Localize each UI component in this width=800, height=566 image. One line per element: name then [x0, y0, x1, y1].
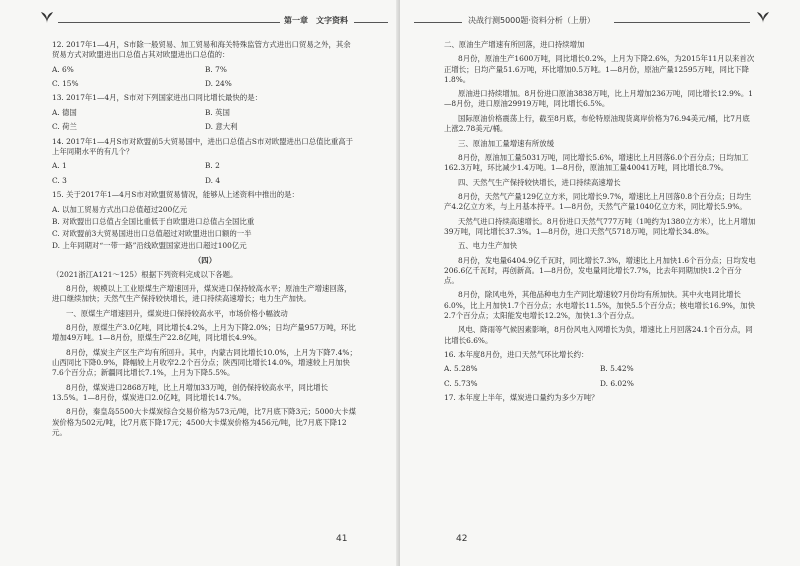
right-content [444, 40, 756, 408]
question-16-options-row [444, 364, 756, 374]
paragraph: 风电、降雨等气候因素影响，8月份风电入网增长为负，增速比上月回落24.1个百分点，同比增长6.6%。 [444, 325, 753, 345]
section-number: （四） [193, 255, 217, 265]
subheading: 五、电力生产加快 [458, 241, 518, 251]
question-14-stem: 14. 2017年1—4月S市对欧盟前5大贸易国中，进出口总值占S市对欧盟进出口总值比重高于上年同期水平的有几个？ [52, 136, 354, 156]
subheading: 四、天然气生产保持较快增长，进口持续高速增长 [458, 177, 621, 187]
option-d: D. 意大利 [205, 122, 238, 132]
question-16-stem: 16. 本年度8月份，进口天然气环比增长约： [444, 349, 589, 359]
option-d: D. 24% [205, 79, 232, 89]
question-13-options-row [52, 108, 358, 118]
question-13-stem: 13. 2017年1—4月，S市对下列国家进出口同比增长最快的是： [52, 93, 262, 103]
option-b: B. 2 [205, 161, 220, 171]
option-b: B. 7% [205, 64, 227, 74]
paragraph: 国际原油价格震荡上行，截至8月底，布伦特原油现货离岸价格为76.94美元/桶，比7月底上涨2.78美元/桶。 [444, 113, 750, 134]
right-page [400, 0, 800, 566]
header-rule [614, 22, 750, 23]
left-content [52, 40, 358, 442]
paragraph: 8月份，天然气产量129亿立方米，同比增长9.7%，增速比上月回落0.8个百分点；日均生产4.2亿立方米，与上月基本持平。1—8月份，天然气产量1040亿立方米，同比增长5.9%。 [444, 191, 752, 212]
option-b: B. 5.42% [600, 364, 634, 374]
book-title: 决战行测5000题·资料分析（上册） [468, 16, 595, 25]
paragraph: 原油进口持续增加。8月份进口原油3838万吨，比上月增加236万吨，同比增长12.9%。1—8月份，进口原油29919万吨，同比增长6.5%。 [444, 89, 753, 109]
header-rule [414, 22, 462, 23]
option-d: D. 4 [205, 175, 221, 185]
question-17-stem: 17. 本年度上半年，煤炭进口量约为多少万吨？ [444, 393, 599, 403]
paragraph: 天然气进口持续高速增长。8月份进口天然气777万吨（1吨约为1380立方米），比上月增加39万吨，同比增长37.3%。1—8月份，进口天然气5718万吨，同比增长34.8%。 [444, 216, 756, 236]
option-a: A. 6% [52, 64, 74, 74]
option-b: B. 对欧盟出口总值占全国比重低于自欧盟进口总值占全国比重 [52, 216, 255, 226]
paragraph: 8月份，原油生产1600万吨，同比增长0.2%，上月为下降2.6%，为2015年11月以来首次正增长；日均产量51.6万吨，环比增加0.5万吨。1—8月份，原油产量12595万吨，同比下降1.8%。 [444, 54, 755, 84]
option-a: A. 德国 [52, 107, 77, 117]
paragraph: 8月份，原油加工量5031万吨，同比增长5.6%，增速比上月回落6.0个百分点；日均加工162.3万吨，环比减少1.4万吨。1—8月份，原油加工量40041万吨，同比增长8.7%。 [444, 152, 749, 173]
question-14-options-row [52, 161, 358, 171]
right-header [414, 14, 750, 30]
option-a: A. 以加工贸易方式出口总值超过200亿元 [52, 204, 188, 214]
option-c: C. 对欧盟前3大贸易国进出口总值超过对欧盟进出口额的一半 [52, 228, 252, 238]
paragraph: 8月份，原煤生产3.0亿吨，同比增长4.2%，上月为下降2.0%；日均产量957万吨，环比增加49万吨。1—8月份，原煤生产22.8亿吨，同比增长4.9%。 [52, 323, 356, 343]
paragraph: 8月份，规模以上工业原煤生产增速回升，煤炭进口保持较高水平；原油生产增速回落，进口继续加快；天然气生产保持较快增长，进口持续高速增长；电力生产加快。 [52, 284, 352, 304]
leaf-logo-icon [756, 10, 770, 24]
question-13-options-row [52, 122, 358, 132]
header-rule [354, 22, 388, 23]
leaf-logo-icon [40, 10, 54, 24]
subheading: 二、原油生产增速有所回落，进口持续增加 [444, 40, 585, 49]
paragraph: 8月份，除风电外，其他品种电力生产同比增速较7月份均有所加快。其中火电同比增长6.0%，比上月加快1.7个百分点；水电增长11.5%，加快5.5个百分点；核电增长16.9%，加快2.7个百分点；太阳能发电增长12.2%，加快1.3个百分点。 [444, 290, 755, 320]
paragraph: 8月份，煤炭主产区生产均有所回升。其中，内蒙古同比增长10.0%，上月为下降7.4%；山西同比下降0.9%，降幅较上月收窄2.2个百分点；陕西同比增长14.0%，增速较上月加快7.6个百分点；新疆同比增长7.1%，上月为下降5.5%。 [52, 347, 357, 378]
option-d: D. 6.02% [600, 378, 634, 388]
option-d: D. 上年同期对“一带一路”沿线欧盟国家进出口超过100亿元 [52, 241, 247, 251]
header-rule [58, 22, 280, 23]
subheading: 一、原煤生产增速回升，煤炭进口保持较高水平，市场价格小幅波动 [66, 308, 288, 318]
paragraph: 8月份，秦皇岛5500大卡煤炭综合交易价格为573元/吨，比7月底下降3元；5000大卡煤炭价格为502元/吨，比7月底下降17元；4500大卡煤炭价格为456元/吨，比7月底下降12元。 [52, 407, 357, 437]
question-15-stem: 15. 关于2017年1—4月S市对欧盟贸易情况，能够从上述资料中推出的是： [52, 190, 299, 200]
option-c: C. 5.73% [444, 378, 478, 388]
paragraph: 8月份，煤炭进口2868万吨，比上月增加33万吨，创仍保持较高水平，同比增长13.5%。1—8月份，煤炭进口2.0亿吨，同比增长14.7%。 [52, 382, 329, 402]
question-14-options-row [52, 176, 358, 186]
question-12-options-row [52, 65, 358, 75]
section-intro: （2021浙江A121～125）根据下列资料完成以下各题。 [52, 269, 238, 279]
option-a: A. 1 [52, 161, 67, 171]
question-12-options-row [52, 79, 358, 89]
chapter-title: 第一章 文字资料 [284, 16, 348, 25]
paragraph: 8月份，发电量6404.9亿千瓦时，同比增长7.3%，增速比上月加快1.6个百分点；日均发电206.6亿千瓦时，再创新高。1—8月份，发电量同比增长7.7%，比去年同期加快1.2个百分点。 [444, 255, 756, 286]
question-12-stem: 12. 2017年1—4月，S市除一般贸易、加工贸易和海关特殊监管方式进出口贸易之外，其余贸易方式对欧盟进出口总值占其对欧盟进出口总值的： [52, 40, 351, 60]
left-header [58, 14, 388, 30]
page-number: 42 [456, 534, 468, 544]
question-16-options-row [444, 379, 756, 389]
option-b: B. 英国 [205, 107, 230, 117]
option-c: C. 15% [52, 79, 79, 89]
option-a: A. 5.28% [444, 364, 478, 374]
option-c: C. 荷兰 [52, 122, 77, 132]
option-c: C. 3 [52, 175, 67, 185]
page-number: 41 [336, 534, 348, 544]
subheading: 三、原油加工量增速有所放缓 [458, 138, 555, 148]
